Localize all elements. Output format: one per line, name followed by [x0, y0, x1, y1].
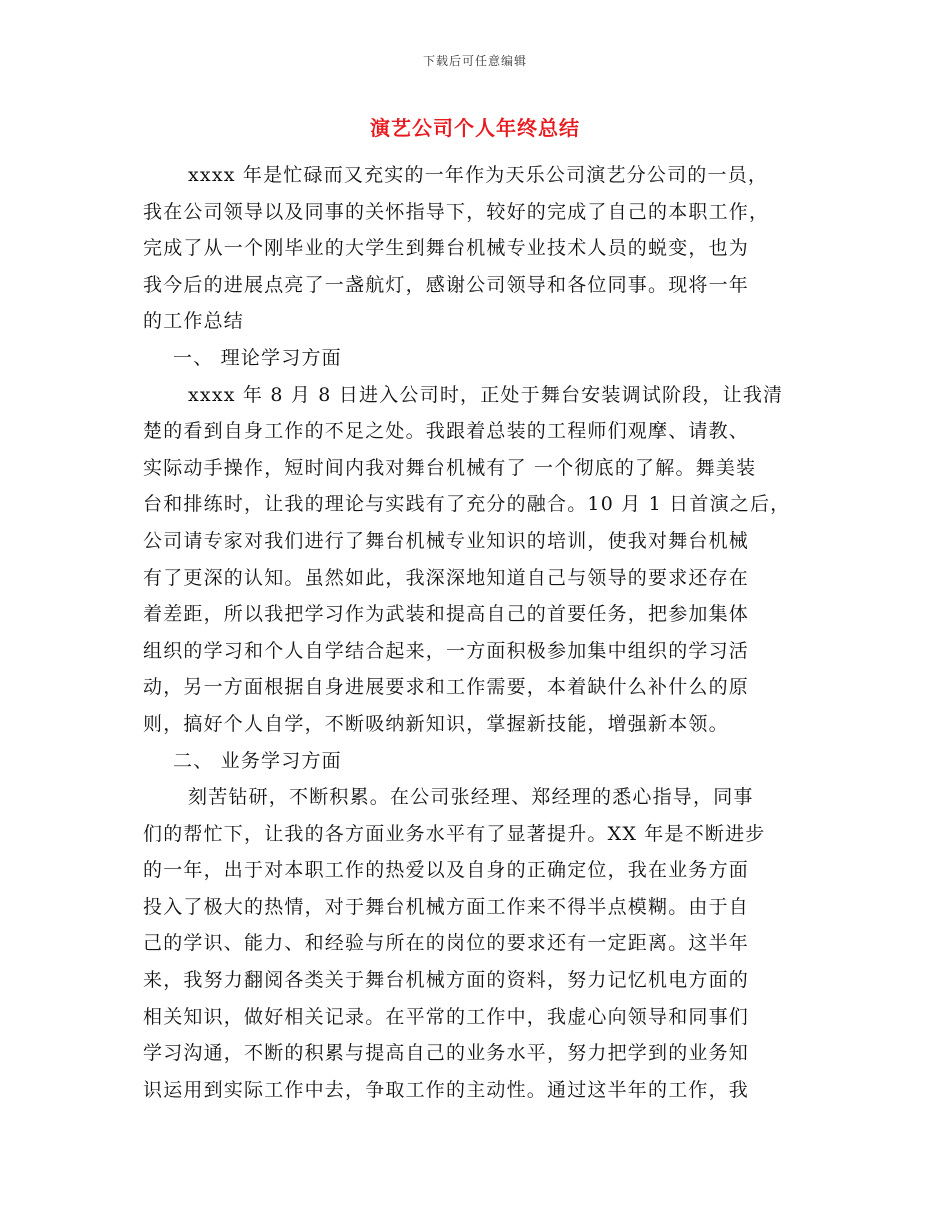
body-line: 识运用到实际工作中去，争取工作的主动性。通过这半年的工作，我 — [143, 1078, 750, 1101]
body-line: 己的学识、能力、和经验与所在的岗位的要求还有一定距离。这半年 — [143, 932, 750, 955]
body-line: 动，另一方面根据自身进展要求和工作需要，本着缺什么补什么的原 — [143, 676, 750, 699]
body-line: 有了更深的认知。虽然如此，我深深地知道自己与领导的要求还存在 — [143, 566, 750, 589]
body-line: 楚的看到自身工作的不足之处。我跟着总装的工程师们观摩、请教、 — [143, 420, 750, 443]
body-line: 着差距，所以我把学习作为武装和提高自己的首要任务，把参加集体 — [143, 603, 750, 626]
body-line: 投入了极大的热情，对于舞台机械方面工作来不得半点模糊。由于自 — [143, 895, 750, 918]
document-body — [143, 157, 803, 1108]
body-line: 们的帮忙下，让我的各方面业务水平有了显著提升。XX 年是不断进步 — [143, 822, 766, 845]
body-line: 来，我努力翻阅各类关于舞台机械方面的资料，努力记忆机电方面的 — [143, 969, 750, 992]
section-heading: 一、 理论学习方面 — [173, 346, 342, 369]
document-title: 演艺公司个人年终总结 — [370, 116, 580, 140]
body-line: 我在公司领导以及同事的关怀指导下，较好的完成了自己的本职工作， — [143, 200, 770, 223]
body-line: 我今后的进展点亮了一盏航灯，感谢公司领导和各位同事。现将一年 — [143, 273, 750, 296]
body-line: 的一年，出于对本职工作的热爱以及自身的正确定位，我在业务方面 — [143, 859, 750, 882]
body-line: 完成了从一个刚毕业的大学生到舞台机械专业技术人员的蜕变，也为 — [143, 237, 750, 260]
body-line: 相关知识，做好相关记录。在平常的工作中，我虚心向领导和同事们 — [143, 1005, 750, 1028]
body-line: 的工作总结 — [143, 310, 245, 333]
body-line: 实际动手操作，短时间内我对舞台机械有了 一个彻底的了解。舞美装 — [143, 456, 757, 479]
body-line: 则，搞好个人自学，不断吸纳新知识，掌握新技能，增强新本领。 — [143, 712, 729, 735]
body-line: 组织的学习和个人自学结合起来，一方面积极参加集中组织的学习活 — [143, 639, 750, 662]
body-line: 学习沟通，不断的积累与提高自己的业务水平，努力把学到的业务知 — [143, 1042, 750, 1065]
header-note: 下载后可任意编辑 — [422, 54, 527, 68]
body-line: xxxx 年是忙碌而又充实的一年作为天乐公司演艺分公司的一员， — [188, 164, 769, 186]
body-line: 公司请专家对我们进行了舞台机械专业知识的培训，使我对舞台机械 — [143, 529, 750, 552]
body-line: xxxx 年 8 月 8 日进入公司时，正处于舞台安装调试阶段，让我清 — [188, 383, 784, 406]
body-line: 刻苦钻研，不断积累。在公司张经理、郑经理的悉心指导，同事 — [188, 786, 754, 809]
body-line: 台和排练时，让我的理论与实践有了充分的融合。10 月 1 日首演之后， — [143, 493, 791, 516]
section-heading: 二、 业务学习方面 — [173, 749, 342, 772]
